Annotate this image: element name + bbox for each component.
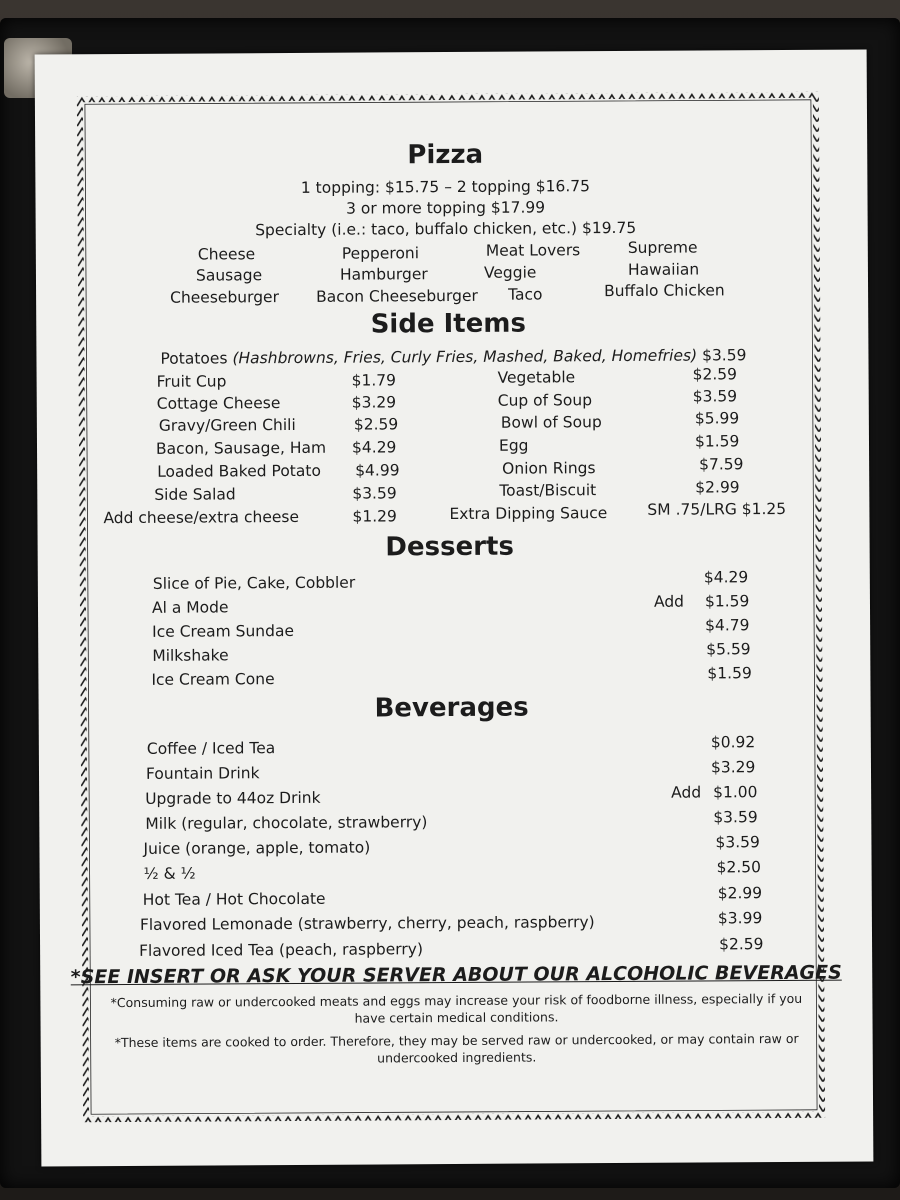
pizza-price-line: 3 or more topping $17.99 [345, 198, 546, 218]
desserts-heading: Desserts [385, 531, 514, 563]
beverage-price: $2.50 [716, 858, 762, 877]
beverage-name: Hot Tea / Hot Chocolate [142, 889, 326, 909]
dessert-add-label: Add [653, 592, 685, 611]
dessert-name: Milkshake [152, 646, 229, 665]
side-item-name: Toast/Biscuit [499, 481, 597, 500]
pizza-kind: Meat Lovers [485, 241, 581, 260]
side-item-name: Fruit Cup [156, 372, 227, 391]
dessert-price: $4.29 [703, 568, 749, 587]
dessert-price: $1.59 [707, 664, 752, 683]
beverage-name: Milk (regular, chocolate, strawberry) [145, 813, 428, 833]
side-items-heading: Side Items [370, 308, 526, 340]
pizza-kind: Pepperoni [341, 244, 420, 263]
beverage-name: Fountain Drink [145, 764, 260, 783]
side-item-name: Gravy/Green Chili [158, 415, 296, 435]
potatoes-label: Potatoes [160, 349, 228, 368]
beverage-name: Upgrade to 44oz Drink [145, 788, 321, 808]
side-item-name: Extra Dipping Sauce [449, 504, 608, 524]
side-item-price: $5.99 [694, 409, 740, 428]
beverage-price: $3.99 [717, 909, 763, 928]
side-item-price: $1.79 [351, 371, 397, 390]
side-item-price: $3.59 [692, 387, 738, 406]
pizza-kind: Veggie [483, 263, 537, 282]
dessert-price: $1.59 [704, 592, 750, 611]
pizza-kind: Taco [508, 285, 543, 304]
cooked-to-order-note: *These items are cooked to order. Therefore, they may be served raw or undercooked, or may contain raw or undercooked ingredients. [114, 1030, 799, 1066]
side-item-name: Egg [498, 436, 529, 455]
side-item-name: Vegetable [497, 368, 576, 387]
potatoes-row [160, 346, 746, 368]
beverage-name: ½ & ½ [143, 864, 196, 883]
beverage-price: $0.92 [710, 733, 756, 752]
potatoes-price: $3.59 [702, 346, 747, 365]
pizza-kind: Cheeseburger [170, 288, 279, 307]
dessert-price: $4.79 [705, 616, 750, 635]
side-item-price: SM .75/LRG $1.25 [647, 499, 787, 519]
dessert-name: Ice Cream Sundae [152, 621, 295, 641]
menu-page [35, 49, 874, 1166]
beverage-price: $2.59 [719, 935, 764, 954]
pizza-kind: Hamburger [339, 265, 428, 284]
pizza-kind: Supreme [627, 238, 698, 257]
beverage-price: $2.99 [717, 884, 763, 903]
side-item-name: Side Salad [154, 485, 236, 504]
side-item-price: $1.29 [352, 507, 397, 526]
side-item-price: $3.29 [351, 393, 397, 412]
dessert-name: Al a Mode [151, 598, 229, 617]
side-item-price: $3.59 [352, 484, 397, 503]
beverage-add-label: Add [671, 783, 702, 802]
beverage-price: $3.59 [715, 833, 760, 852]
pizza-heading: Pizza [407, 139, 484, 171]
pizza-price-line: 1 topping: $15.75 – 2 topping $16.75 [300, 177, 591, 197]
side-item-name: Loaded Baked Potato [157, 461, 321, 481]
beverage-price: $3.59 [713, 808, 758, 827]
side-item-price: $4.29 [351, 438, 397, 457]
dessert-price: $5.59 [706, 640, 751, 659]
beverage-name: Coffee / Iced Tea [146, 739, 276, 758]
beverages-heading: Beverages [374, 692, 529, 724]
side-item-price: $7.59 [699, 455, 744, 474]
beverage-price: $1.00 [713, 783, 758, 802]
side-item-name: Add cheese/extra cheese [103, 507, 300, 528]
pizza-price-line: Specialty (i.e.: taco, buffalo chicken, etc.) $19.75 [255, 218, 637, 240]
pizza-kind: Bacon Cheeseburger [316, 286, 478, 306]
pizza-kind: Hawaiian [627, 260, 700, 279]
side-item-name: Bacon, Sausage, Ham [155, 438, 327, 458]
side-item-price: $2.99 [695, 478, 740, 497]
side-item-name: Cottage Cheese [156, 394, 281, 413]
alcohol-notice: *SEE INSERT OR ASK YOUR SERVER ABOUT OUR ALCOHOLIC BEVERAGES [70, 961, 842, 989]
beverage-name: Flavored Lemonade (strawberry, cherry, peach, raspberry) [139, 913, 595, 934]
side-item-price: $1.59 [694, 432, 740, 451]
pizza-kind: Buffalo Chicken [604, 281, 725, 301]
food-safety-note: *Consuming raw or undercooked meats and eggs may increase your risk of foodborne illness, especially if you have certain medical conditions. [110, 990, 803, 1026]
side-item-name: Onion Rings [502, 459, 596, 478]
side-item-price: $4.99 [355, 461, 400, 480]
side-item-name: Bowl of Soup [500, 413, 602, 432]
dessert-name: Ice Cream Cone [151, 670, 275, 689]
pizza-kind: Cheese [197, 245, 256, 264]
side-item-price: $2.59 [692, 365, 738, 384]
side-item-name: Cup of Soup [497, 391, 593, 410]
beverage-price: $3.29 [710, 758, 756, 777]
dessert-name: Slice of Pie, Cake, Cobbler [152, 573, 356, 593]
pizza-kind: Sausage [195, 266, 263, 285]
beverage-name: Flavored Iced Tea (peach, raspberry) [139, 940, 424, 960]
potatoes-note: (Hashbrowns, Fries, Curly Fries, Mashed, Baked, Homefries) [232, 346, 698, 368]
beverage-name: Juice (orange, apple, tomato) [143, 838, 371, 858]
side-item-price: $2.59 [353, 415, 399, 434]
